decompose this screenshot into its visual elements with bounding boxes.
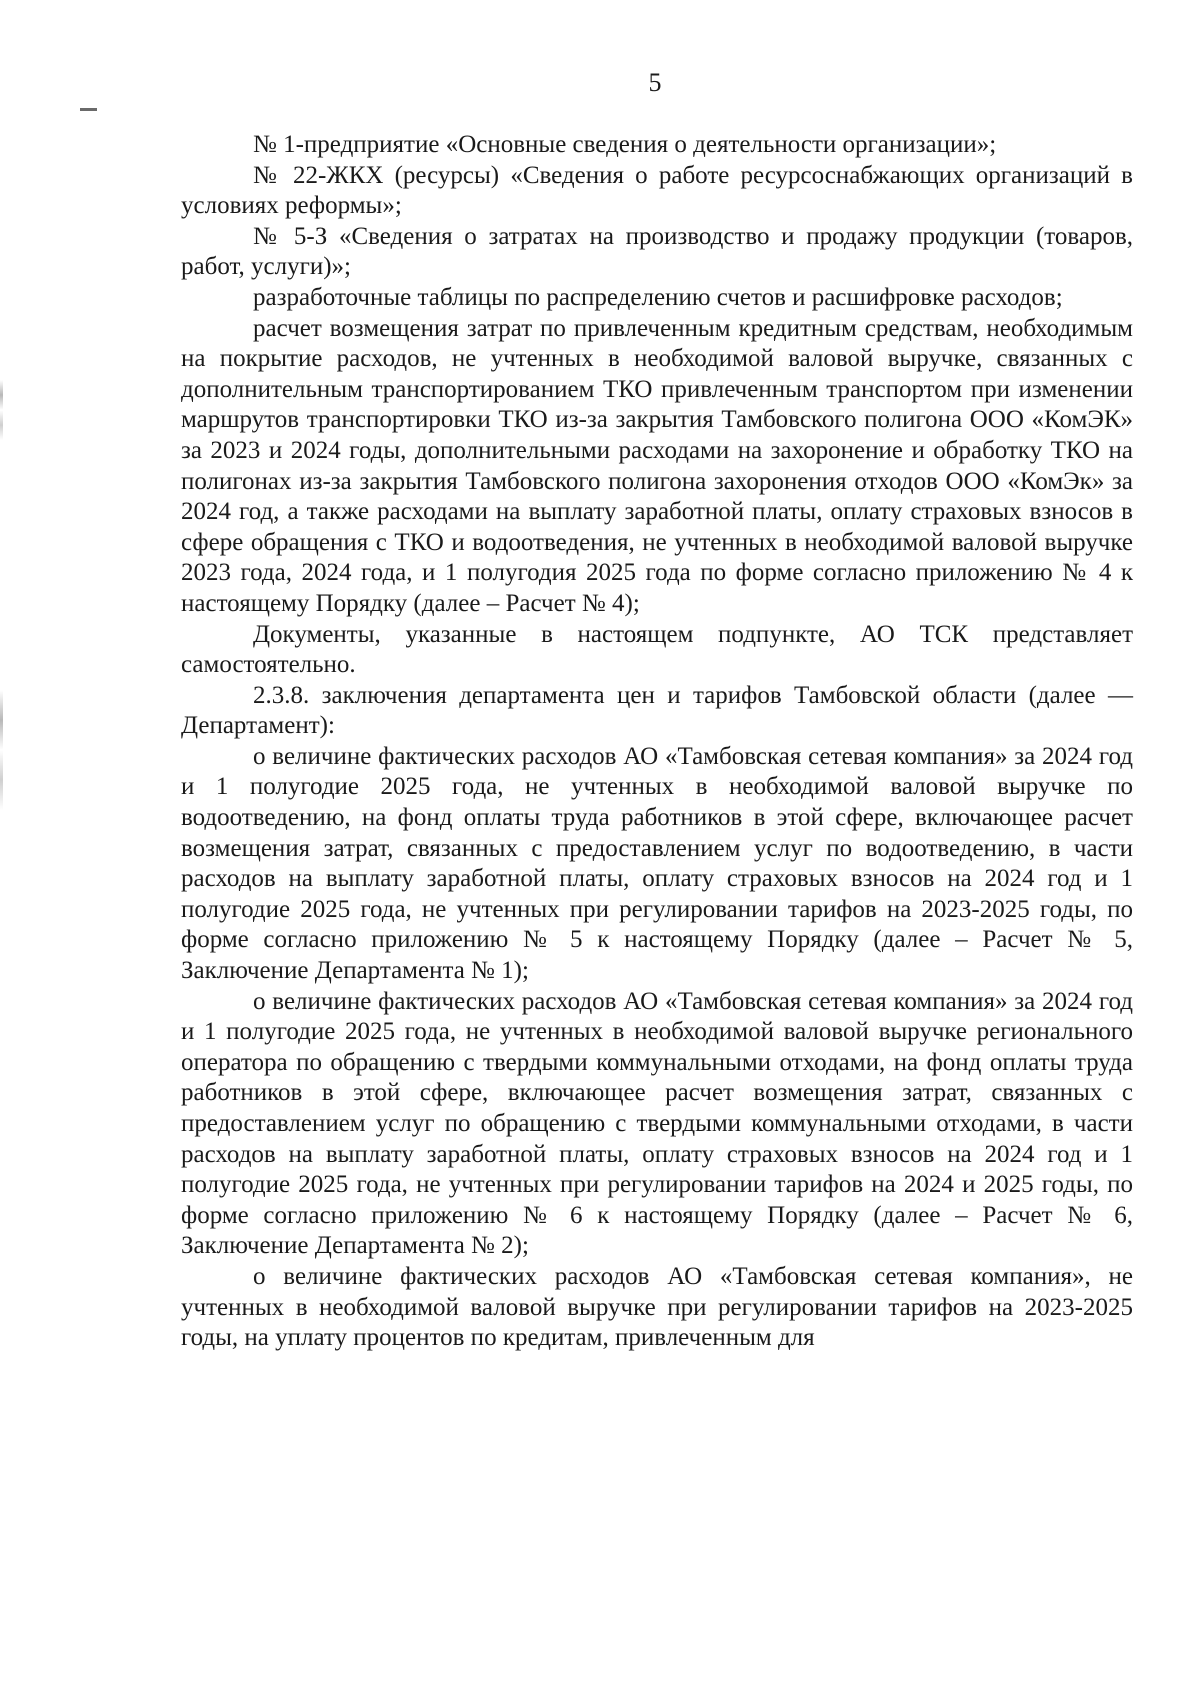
paragraph: разработочные таблицы по распределению счетов и расшифровке расходов; bbox=[253, 283, 1063, 311]
scan-dash-mark bbox=[80, 108, 97, 111]
paragraph: № 22-ЖКХ (ресурсы) «Сведения о работе ресурсоснабжающих организаций в условиях реформы»; bbox=[181, 161, 1133, 220]
paragraph: расчет возмещения затрат по привлеченным кредитным средствам, необходимым на покрытие расходов, не учтенных в необходимой валовой выручке, связанных с дополнительным транспортированием ТКО привлеченным транспортом при изменении маршрутов транспортировки ТКО из-за закрытия Тамбовского полигона ООО «КомЭК» за 2023 и 2024 годы, дополнительными расходами на захоронение и обработку ТКО на полигонах из-за закрытия Тамбовского полигона захоронения отходов ООО «КомЭк» за 2024 год, а также расходами на выплату заработной платы, оплату страховых взносов в сфере обращения с ТКО и водоотведения, не учтенных в необходимой валовой выручке 2023 года, 2024 года, и 1 полугодия 2025 года по форме согласно приложению № 4 к настоящему Порядку (далее – Расчет № 4); bbox=[181, 314, 1133, 617]
paragraph: № 5-З «Сведения о затратах на производство и продажу продукции (товаров, работ, услуги)»; bbox=[181, 222, 1133, 281]
paragraph: о величине фактических расходов АО «Тамбовская сетевая компания», не учтенных в необходимой валовой выручке при регулировании тарифов на 2023-2025 годы, на уплату процентов по кредитам, привлеченным для bbox=[181, 1262, 1133, 1352]
paragraph: о величине фактических расходов АО «Тамбовская сетевая компания» за 2024 год и 1 полугодие 2025 года, не учтенных в необходимой валовой выручке регионального оператора по обращению с твердыми коммунальными отходами, на фонд оплаты труда работников в этой сфере, включающее расчет возмещения затрат, связанных с предоставлением услуг по обращению с твердыми коммунальными отходами, в части расходов на выплату заработной платы, оплату страховых взносов на 2024 год и 1 полугодие 2025 года, не учтенных при регулировании тарифов на 2024 и 2025 годы, по форме согласно приложению № 6 к настоящему Порядку (далее – Расчет № 6, Заключение Департамента № 2); bbox=[181, 987, 1133, 1260]
paragraph: о величине фактических расходов АО «Тамбовская сетевая компания» за 2024 год и 1 полугодие 2025 года, не учтенных в необходимой валовой выручке по водоотведению, на фонд оплаты труда работников в этой сфере, включающее расчет возмещения затрат, связанных с предоставлением услуг по водоотведению, в части расходов на выплату заработной платы, оплату страховых взносов на 2024 год и 1 полугодие 2025 года, не учтенных при регулировании тарифов на 2023-2025 годы, по форме согласно приложению № 5 к настоящему Порядку (далее – Расчет № 5, Заключение Департамента № 1); bbox=[181, 742, 1133, 985]
scan-edge-noise bbox=[0, 380, 3, 440]
paragraph: Документы, указанные в настоящем подпункте, АО ТСК представляет самостоятельно. bbox=[181, 620, 1133, 679]
page-number: 5 bbox=[648, 68, 662, 97]
paragraph: № 1-предприятие «Основные сведения о деятельности организации»; bbox=[253, 131, 997, 158]
paragraph: 2.3.8. заключения департамента цен и тарифов Тамбовской области (далее — Департамент): bbox=[181, 681, 1133, 740]
scan-edge-noise bbox=[0, 690, 3, 810]
document-body bbox=[181, 130, 1133, 1354]
